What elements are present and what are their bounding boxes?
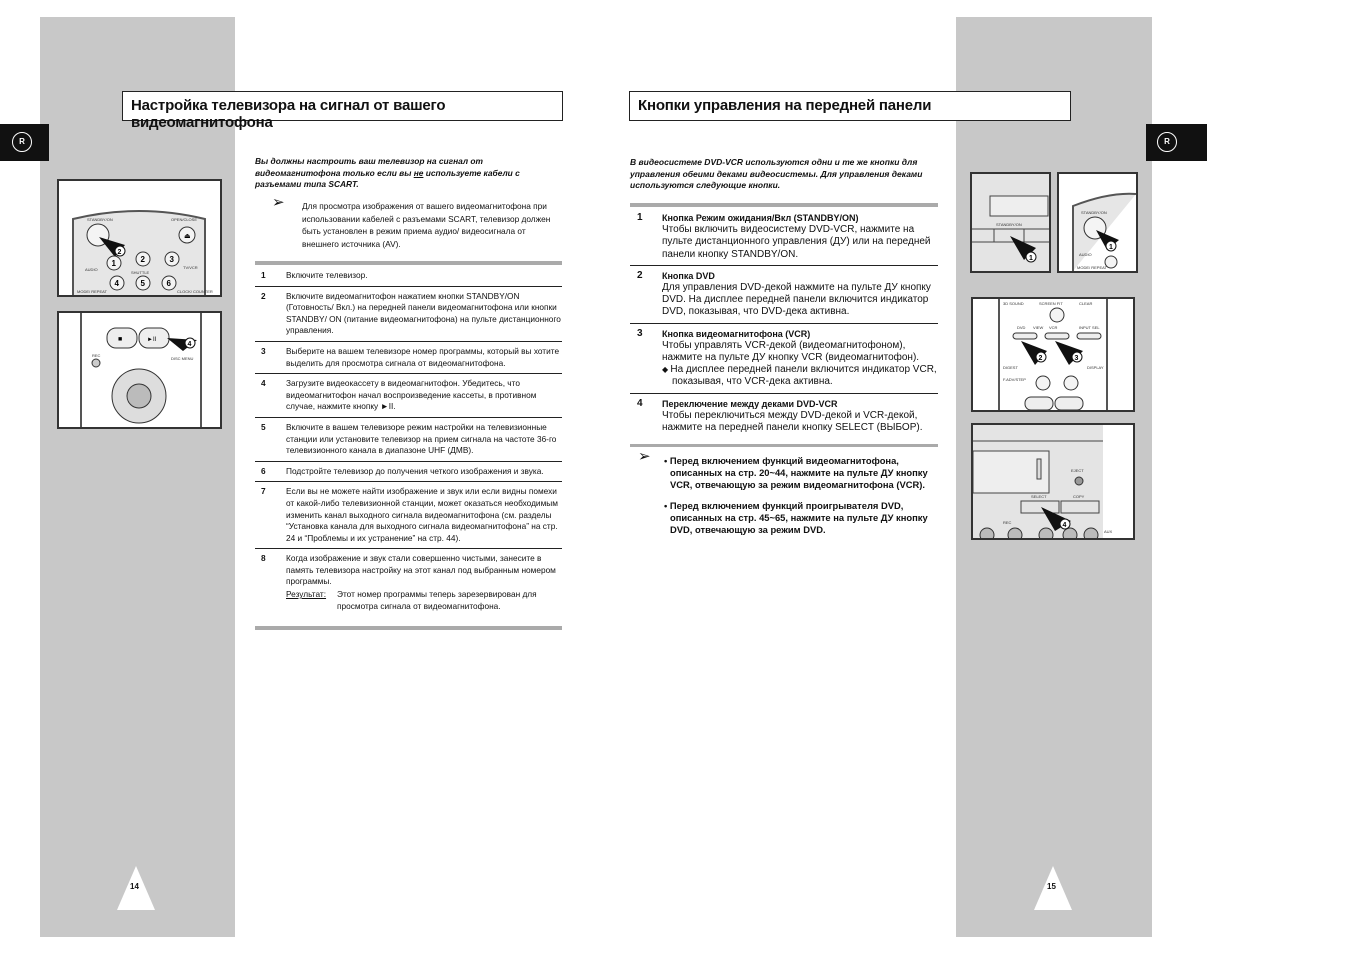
- label: CLEAR: [1079, 301, 1093, 306]
- step-number: 8: [261, 553, 266, 564]
- step-number: 1: [637, 212, 643, 223]
- step-number: 2: [261, 290, 266, 301]
- step-number: 2: [637, 269, 643, 281]
- result-label: Результат:: [286, 589, 327, 600]
- step-text: Чтобы переключиться между DVD-декой и VCR-декой, нажмите на передней панели кнопку SELECT (ВЫБОР).: [662, 409, 923, 434]
- right-intro: В видеосистеме DVD-VCR используются одни и те же кнопки для управления обеими деками видеосистемы. Для управления деками используются следующие кнопки.: [630, 157, 923, 191]
- page-number-left: 14: [130, 882, 139, 891]
- label: REC: [1003, 520, 1012, 525]
- key: 6: [166, 279, 171, 288]
- right-language-tab: [1146, 124, 1207, 161]
- intro-text: Вы должны настроить ваш телевизор на сигнал от видеомагнитофона только если вы: [255, 156, 483, 178]
- step-number: 4: [261, 378, 266, 389]
- callout-number: 4: [187, 341, 192, 348]
- right-note-vcr: • Перед включением функций видеомагнитофона, описанных на стр. 20~44, нажмите на пульте ДУ кнопку VCR, отвечающую за режим видеомагнитофона (VCR).: [664, 455, 928, 491]
- remote-standby-illustration: [57, 179, 222, 297]
- divider: [255, 261, 562, 265]
- play-pause-icon: ►II: [147, 337, 157, 343]
- step-4: [630, 398, 938, 439]
- step-text: Включите телевизор.: [286, 270, 368, 280]
- label: VCR: [1049, 325, 1058, 330]
- key: 1: [111, 259, 116, 268]
- label: EJECT: [1071, 468, 1084, 473]
- remote-dvd-vcr-illustration: [971, 297, 1135, 412]
- remote-standby-illustration-right: [1057, 172, 1138, 273]
- page-number-right: 15: [1047, 882, 1056, 891]
- step-text: Чтобы управлять VCR-декой (видеомагнитофоном), нажмите на пульте ДУ кнопку VCR (видеомагнитофон).: [662, 339, 920, 364]
- label: OPEN/CLOSE: [171, 217, 198, 222]
- label: MODE/ REPEAT: [77, 289, 107, 294]
- step-text: Подстройте телевизор до получения четкого изображения и звука.: [286, 465, 544, 476]
- step-number: 7: [261, 486, 266, 497]
- eject-icon: ⏏: [184, 233, 191, 240]
- label: STANDBY/ON: [996, 222, 1022, 227]
- step-2: [255, 291, 562, 342]
- label: SELECT: [1031, 494, 1047, 499]
- label: INPUT SEL: [1079, 325, 1100, 330]
- step-8: [255, 553, 562, 616]
- callout-number: 4: [1062, 522, 1067, 529]
- step-text: Для управления DVD-декой нажмите на пульте ДУ кнопку DVD. На дисплее передней панели включится индикатор DVD, показывая, что DVD-дека активна.: [662, 282, 931, 318]
- intro-emphasis: не: [413, 167, 424, 178]
- label: TV/VCR: [183, 265, 198, 270]
- language-badge: R: [12, 132, 32, 152]
- left-note: Для просмотра изображения от вашего видеомагнитофона при использовании кабелей с разъемами SCART, телевизор должен быть установлен в режим приема аудио/ видеосигнала от внешнего источника (AV).: [302, 201, 551, 249]
- step-number: 3: [637, 327, 643, 339]
- label: AUDIO: [1079, 252, 1092, 257]
- right-note-dvd: • Перед включением функций проигрывателя DVD, описанных на стр. 45~65, нажмите на пульте ДУ кнопку DVD, отвечающую за режим DVD.: [664, 499, 928, 536]
- callout-number: 2: [117, 249, 122, 256]
- step-text: Когда изображение и звук стали совершенно чистыми, занесите в память телевизора настройку на этот канал под выбранным номером программы.: [286, 553, 556, 587]
- left-steps: [255, 261, 562, 630]
- label: AUDIO: [85, 267, 98, 272]
- step-7: [255, 486, 562, 549]
- step-4: [255, 378, 562, 418]
- left-language-tab: [0, 124, 49, 161]
- step-text: Включите в вашем телевизоре режим настройки на телевизионные станции или установите телевизор на прием сигнала на частоте 36-го телевизионного канала в диапазоне UHF (ДМВ).: [286, 421, 557, 456]
- key: 4: [114, 279, 119, 288]
- stop-icon: ■: [118, 336, 123, 343]
- label: DIGEST: [1003, 365, 1018, 370]
- divider: [630, 203, 938, 207]
- callout-number: 3: [1074, 355, 1079, 362]
- label: REC: [92, 353, 101, 358]
- label: 3D SOUND: [1003, 301, 1024, 306]
- step-number: 5: [261, 421, 266, 432]
- step-3: [630, 328, 938, 394]
- intro-text: используете кабели с разъемами типа SCART.: [255, 167, 520, 189]
- label: DISC MENU: [171, 356, 194, 361]
- step-text: Включите видеомагнитофон нажатием кнопки STANDBY/ON (Готовность/ Вкл.) на передней панели видеомагнитофона или кнопки STANDBY/ ON (питание видеомагнитофона) на пульте дистанционного управления.: [286, 290, 561, 336]
- step-number: 6: [261, 465, 266, 476]
- left-page-margin-band: [40, 17, 235, 937]
- step-text: Загрузите видеокассету в видеомагнитофон. Убедитесь, что видеомагнитофон начал воспроизведение кассеты, в противном случае, нажмите кнопку ►II.: [286, 378, 537, 412]
- step-text: Чтобы включить видеосистему DVD-VCR, нажмите на пульте дистанционного управления (ДУ) или на передней панели кнопку STANDBY/ON.: [662, 224, 931, 260]
- divider: [255, 626, 562, 630]
- step-heading: Кнопка DVD: [662, 270, 715, 281]
- callout-number: 1: [1109, 244, 1113, 251]
- front-panel-standby-illustration: [970, 172, 1051, 273]
- result-text: Этот номер программы теперь зарезервирован для просмотра сигнала от видеомагнитофона.: [337, 589, 537, 611]
- label: AUX: [1104, 529, 1113, 534]
- callout-number: 2: [1038, 355, 1043, 362]
- right-notes: [664, 455, 938, 536]
- step-5: [255, 422, 562, 462]
- label: DISPLAY: [1087, 365, 1104, 370]
- step-number: 1: [261, 270, 266, 280]
- label: STANDBY/ON: [1081, 210, 1107, 215]
- key: 5: [140, 279, 145, 288]
- step-6: [255, 466, 562, 483]
- step-heading: Кнопка видеомагнитофона (VCR): [662, 328, 811, 339]
- left-intro: [255, 156, 555, 191]
- remote-play-illustration: [57, 311, 222, 429]
- note-arrow-icon: ➢: [272, 194, 285, 211]
- step-1: [630, 212, 938, 266]
- label: CLOCK/ COUNTER: [177, 289, 213, 294]
- label: SCREEN FIT: [1039, 301, 1063, 306]
- step-1: [255, 270, 562, 287]
- step-number: 3: [261, 345, 266, 356]
- right-steps: [630, 203, 938, 447]
- label: SHUTTLE: [131, 270, 150, 275]
- step-heading: Кнопка Режим ожидания/Вкл (STANDBY/ON): [662, 213, 859, 223]
- label: COPY: [1073, 494, 1085, 499]
- step-heading: Переключение между деками DVD-VCR: [662, 398, 838, 409]
- note-arrow-icon: ➢: [638, 448, 651, 465]
- key: 3: [169, 255, 174, 264]
- language-badge: R: [1157, 132, 1177, 152]
- divider: [630, 444, 938, 447]
- callout-number: 1: [1029, 255, 1033, 262]
- label: F.ADV/STEP: [1003, 377, 1026, 382]
- label: MODE/ REPEAT: [1077, 265, 1107, 270]
- label: VIEW: [1033, 325, 1044, 330]
- label: STANDBY/ON: [87, 217, 113, 222]
- label: DVD: [1017, 325, 1026, 330]
- right-page-title: Кнопки управления на передней панели: [629, 91, 1071, 121]
- step-2: [630, 270, 938, 324]
- step-bullet: На дисплее передней панели включится индикатор VCR, показывая, что VCR-дека активна.: [670, 364, 937, 388]
- front-panel-select-illustration: [971, 423, 1135, 540]
- left-page-title: Настройка телевизора на сигнал от вашего видеомагнитофона: [122, 91, 563, 121]
- step-3: [255, 346, 562, 374]
- step-text: Выберите на вашем телевизоре номер программы, который вы хотите выделить для просмотра сигнала от видеомагнитофона.: [286, 345, 560, 368]
- step-number: 4: [637, 397, 643, 409]
- step-text: Если вы не можете найти изображение и звук или если видны помехи от какой-либо телевизионной станции, может оказаться необходимым изменить канал выходного сигнала видеомагнитофона (см. разделы “Установка канала для выходного сигнала видеомагнитофона” на стр. 24 и “Проблемы и их устранение” на стр. 44).: [286, 486, 558, 543]
- bullet-diamond-icon: ◆: [662, 365, 671, 375]
- key: 2: [140, 255, 145, 264]
